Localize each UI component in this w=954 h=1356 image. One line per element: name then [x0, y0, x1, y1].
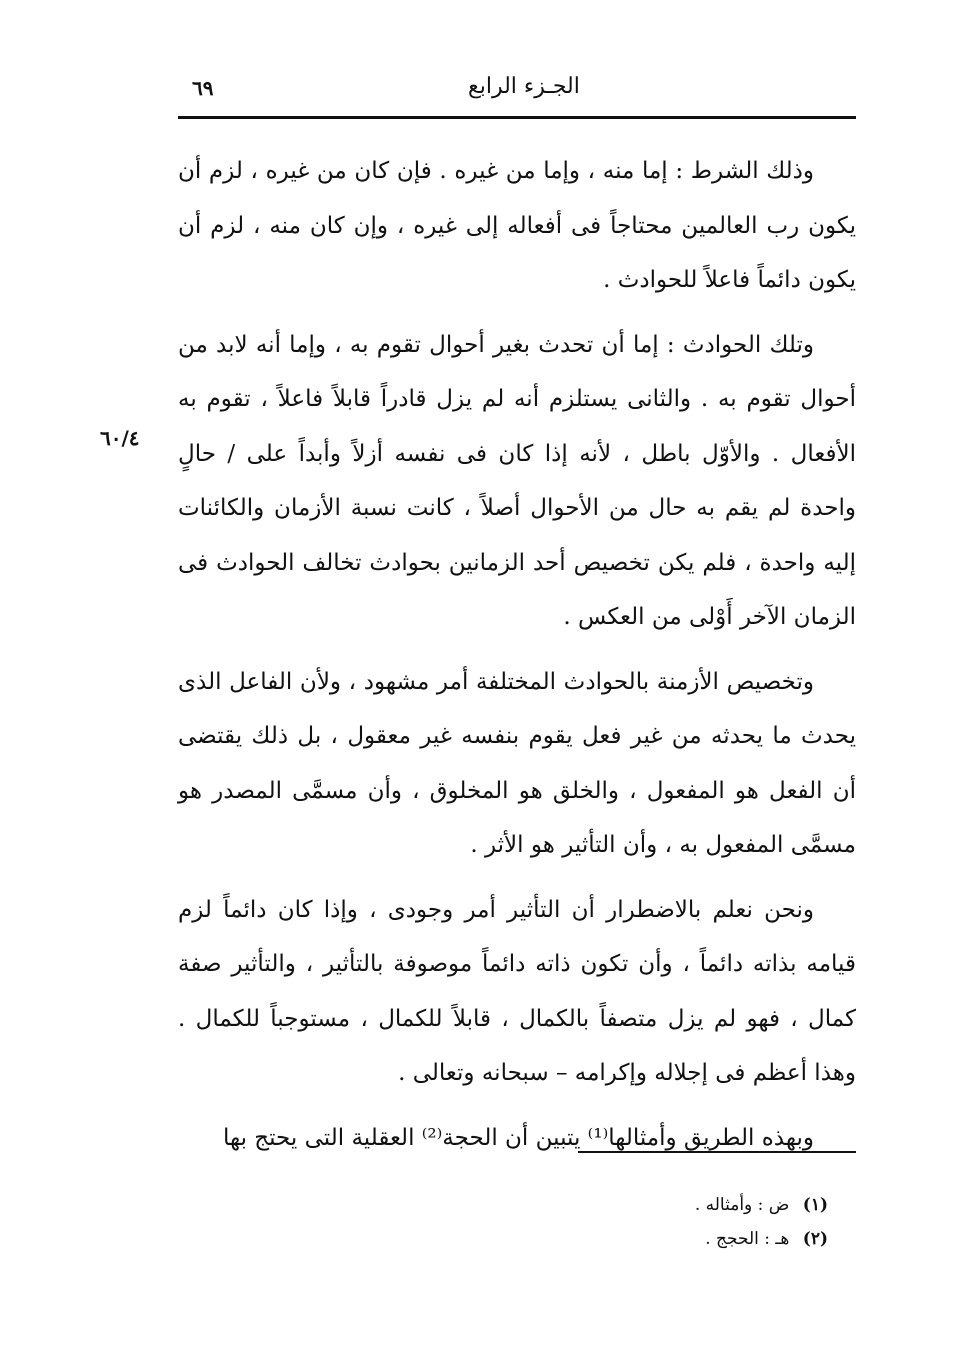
body-text: [178, 144, 856, 1175]
footnotes: [578, 1188, 828, 1256]
paragraph-4: ونحن نعلم بالاضطرار أن التأثير أمر وجودى ، وإذا كان دائماً لزم قيامه بذاته دائماً ، وأن تكون ذاته دائماً موصوفة بالتأثير ، والتأثير صفة كمال ، فهو لم يزل متصفاً بالكمال ، قابلاً للكمال ، مستوجباً للكمال . وهذا أعظم فى إجلاله وإكرامه – سبحانه وتعالى .: [178, 896, 856, 1086]
paragraph-5: وبهذه الطريق وأمثالها⁽¹⁾ يتبين أن الحجة⁽²⁾ العقلية التى يحتج بها: [222, 1124, 814, 1151]
footnote-number: (١): [802, 1195, 828, 1215]
header-rule: [178, 116, 856, 119]
paragraph-3: وتخصيص الأزمنة بالحوادث المختلفة أمر مشهود ، ولأن الفاعل الذى يحدث ما يحدثه من غير فعل يقوم بنفسه غير معقول ، بل ذلك يقتضى أن الفعل هو المفعول ، والخلق هو المخلوق ، وأن مسمَّى المصدر هو مسمَّى المفعول به ، وأن التأثير هو الأثر .: [178, 668, 856, 858]
page-number: ٦٩: [192, 76, 214, 100]
footnote-number: (٢): [802, 1229, 828, 1249]
footnote-2: [578, 1222, 828, 1256]
paragraph-2: وتلك الحوادث : إما أن تحدث بغير أحوال تقوم به ، وإما أنه لابد من أحوال تقوم به . والثانى يستلزم أنه لم يزل قادراً قابلاً فاعلاً ، تقوم به الأفعال . والأوّل باطل ، لأنه إذا كان فى نفسه أزلاً وأبداً على / حالٍ واحدة لم يقم به حال من الأحوال أصلاً ، كانت نسبة الأزمان والكائنات إليه واحدة ، فلم يكن تخصيص أحد الزمانين بحوادث تخالف الحوادث فى الزمان الآخر أَوْلى من العكس .: [178, 331, 856, 630]
page-header: [178, 68, 856, 108]
footnote-rule: [578, 1151, 856, 1153]
paragraph-1: وذلك الشرط : إما منه ، وإما من غيره . فإن كان من غيره ، لزم أن يكون رب العالمين محتاجاً فى أفعاله إلى غيره ، وإن كان منه ، لزم أن يكون دائماً فاعلاً للحوادث .: [178, 158, 856, 293]
footnote-1: [578, 1188, 828, 1222]
running-head: الجـزء الرابع: [468, 74, 580, 99]
margin-note: ٦٠/٤: [100, 426, 140, 450]
footnote-text: هـ : الحجج .: [705, 1229, 790, 1249]
footnote-text: ض : وأمثاله .: [694, 1195, 790, 1215]
